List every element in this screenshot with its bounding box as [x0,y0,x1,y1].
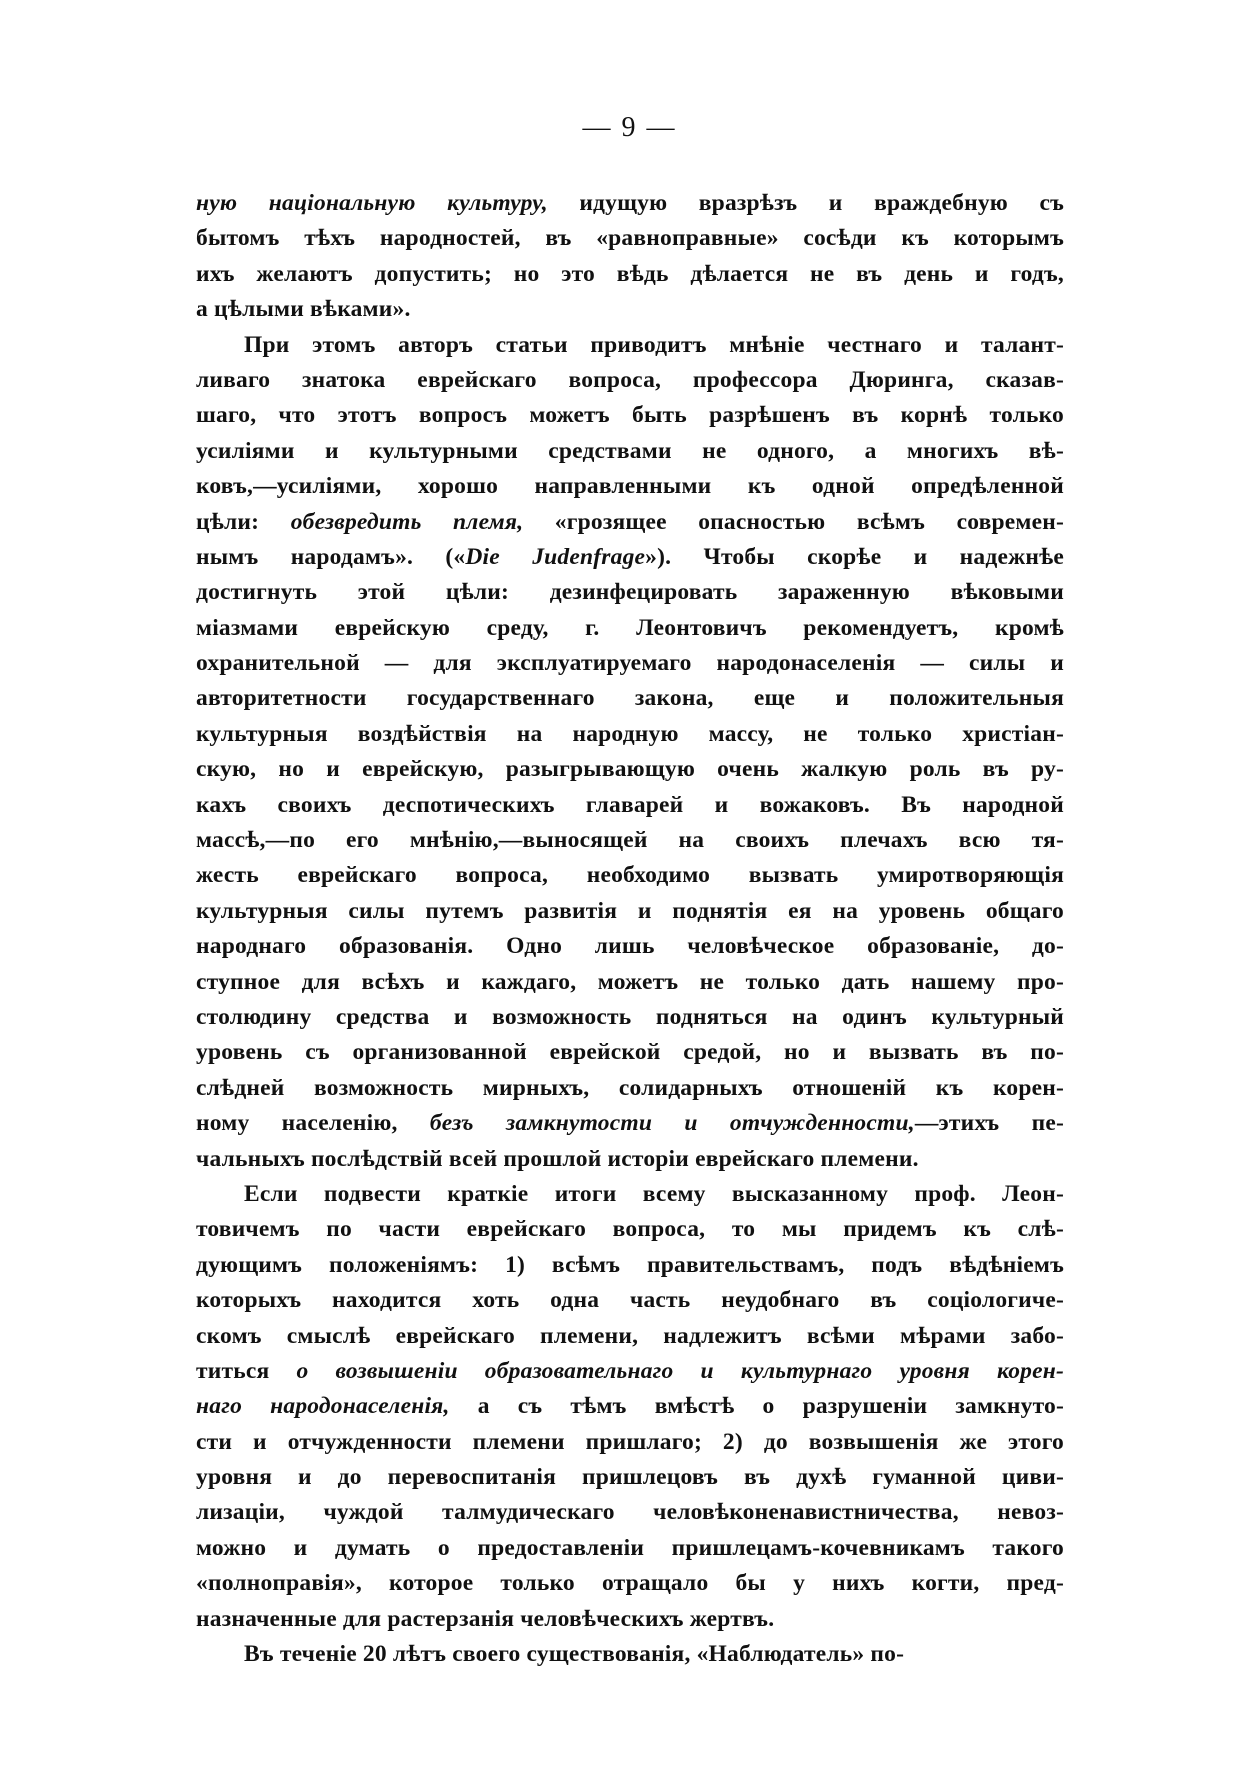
text-run: кахъ своихъ деспотическихъ главарей и вожаковъ. Въ народной [196,791,1064,818]
text-line [196,1319,1064,1354]
italic-text: Die Judenfrage [465,543,646,570]
page-number: — 9 — [582,112,677,143]
text-run: дующимъ положеніямъ: 1) всѣмъ правительствамъ, подъ вѣдѣніемъ [196,1251,1064,1278]
text-run: При этомъ авторъ статьи приводитъ мнѣніе честнаго и талант- [244,331,1064,358]
text-line [196,717,1064,752]
text-run: уровень съ организованной еврейской средой, но и вызвать въ по- [196,1039,1064,1066]
text-run: культурныя силы путемъ развитія и поднятія ея на уровень общаго [196,897,1064,924]
text-run: столюдину средства и возможность подняться на одинъ культурный [196,1003,1064,1030]
italic-text: обезвредить племя, [290,508,524,535]
text-line [196,1495,1064,1530]
text-run: Если подвести краткіе итоги всему высказанному проф. Леон- [244,1180,1064,1207]
text-line [196,1142,1064,1177]
text-run: лизаціи, чуждой талмудическаго человѣконенавистничества, невоз- [196,1499,1064,1526]
text-run: достигнуть этой цѣли: дезинфецировать зараженную вѣковыми [196,579,1064,606]
text-line [196,505,1064,540]
text-run: ковъ,—усиліями, хорошо направленными къ одной опредѣленной [196,473,1064,500]
text-run: «грозящее опасностью всѣмъ современ- [523,508,1064,535]
text-run: «полноправія», которое только отращало бы у нихъ когти, пред- [196,1570,1064,1597]
text-run: охранительной — для эксплуатируемаго народонаселенія — силы и [196,650,1064,677]
text-line [196,611,1064,646]
text-line [196,257,1064,292]
text-run: жесть еврейскаго вопроса, необходимо вызвать умиротворяющія [196,862,1064,889]
body-text [196,186,1064,1672]
text-run: а цѣлыми вѣками». [196,296,411,323]
text-line [196,788,1064,823]
text-run: слѣдней возможность мирныхъ, солидарныхъ отношеній къ корен- [196,1074,1064,1101]
text-run: нымъ народамъ». (« [196,543,466,570]
text-run: можно и думать о предоставленіи пришлецамъ-кочевникамъ такого [196,1534,1064,1561]
text-line [196,434,1064,469]
text-run: титься [196,1357,297,1384]
text-run: бытомъ тѣхъ народностей, въ «равноправные» сосѣди къ которымъ [196,225,1064,252]
text-line [196,1602,1064,1637]
text-line [196,965,1064,1000]
text-run: усиліями и культурными средствами не одного, а многихъ вѣ- [196,437,1064,464]
text-run: міазмами еврейскую среду, г. Леонтовичъ рекомендуетъ, кромѣ [196,614,1064,641]
text-line [196,894,1064,929]
text-run: скомъ смыслѣ еврейскаго племени, надлежитъ всѣми мѣрами забо- [196,1322,1064,1349]
text-run: »). Чтобы скорѣе и надежнѣе [645,543,1064,570]
text-line [196,1531,1064,1566]
text-run: ному населенію, [196,1110,430,1137]
text-run: народнаго образованія. Одно лишь человѣческое образованіе, до- [196,933,1064,960]
text-line [196,1000,1064,1035]
text-line [196,221,1064,256]
text-line [196,186,1064,221]
text-line [196,328,1064,363]
text-line [196,1106,1064,1141]
text-run: ступное для всѣхъ и каждаго, можетъ не только дать нашему про- [196,968,1064,995]
text-line [196,1283,1064,1318]
text-run: чальныхъ послѣдствій всей прошлой исторіи еврейскаго племени. [196,1145,919,1172]
text-run: цѣли: [196,508,291,535]
text-line [196,1212,1064,1247]
text-line [196,1177,1064,1212]
text-run: ихъ желаютъ допустить; но это вѣдь дѣлается не въ день и годъ, [196,260,1064,287]
text-line [196,929,1064,964]
text-run: товичемъ по части еврейскаго вопроса, то мы придемъ къ слѣ- [196,1216,1064,1243]
text-line [196,858,1064,893]
text-run: назначенные для растерзанія человѣческихъ жертвъ. [196,1605,775,1632]
text-run: Въ теченіе 20 лѣтъ своего существованія, «Наблюдатель» по- [244,1641,905,1668]
italic-text: наго народонаселенія, [196,1393,450,1420]
text-line [196,292,1064,327]
text-line [196,1071,1064,1106]
italic-text: ную національную культуру, [196,190,548,216]
text-run: а съ тѣмъ вмѣстѣ о разрушеніи замкнуто- [449,1393,1064,1420]
text-line [196,1389,1064,1424]
text-line [196,1248,1064,1283]
paragraph [196,186,1064,328]
text-line [196,1566,1064,1601]
paragraph [196,328,1064,1177]
text-run: скую, но и еврейскую, разыгрывающую очень жалкую роль въ ру- [196,756,1064,783]
paragraph [196,1637,1064,1672]
text-run: культурныя воздѣйствія на народную массу, не только христіан- [196,720,1064,747]
text-line [196,469,1064,504]
text-line [196,646,1064,681]
text-line [196,752,1064,787]
text-line [196,681,1064,716]
text-line [196,363,1064,398]
text-line [196,575,1064,610]
text-run: шаго, что этотъ вопросъ можетъ быть разрѣшенъ въ корнѣ только [196,402,1064,429]
text-run: —этихъ пе- [914,1110,1064,1137]
text-run: уровня и до перевоспитанія пришлецовъ въ духѣ гуманной циви- [196,1464,1064,1491]
text-line [196,1425,1064,1460]
text-line [196,1460,1064,1495]
text-run: ливаго знатока еврейскаго вопроса, профессора Дюринга, сказав- [196,366,1064,393]
text-line [196,823,1064,858]
text-run: которыхъ находится хоть одна часть неудобнаго въ соціологиче- [196,1287,1064,1314]
text-line [196,398,1064,433]
text-line [196,1354,1064,1389]
text-run: авторитетности государственнаго закона, еще и положительныя [196,685,1064,712]
text-run: сти и отчужденности племени пришлаго; 2) до возвышенія же этого [196,1428,1064,1455]
italic-text: о возвышеніи образовательнаго и культурнаго уровня корен- [296,1357,1064,1384]
text-line [196,540,1064,575]
text-run: массѣ,—по его мнѣнію,—выносящей на своихъ плечахъ всю тя- [196,827,1064,854]
italic-text: безъ замкнутости и отчужденности, [429,1110,915,1137]
text-run: идущую вразрѣзъ и враждебную съ [547,190,1064,216]
text-line [196,1035,1064,1070]
paragraph [196,1177,1064,1637]
text-line [196,1637,1064,1672]
